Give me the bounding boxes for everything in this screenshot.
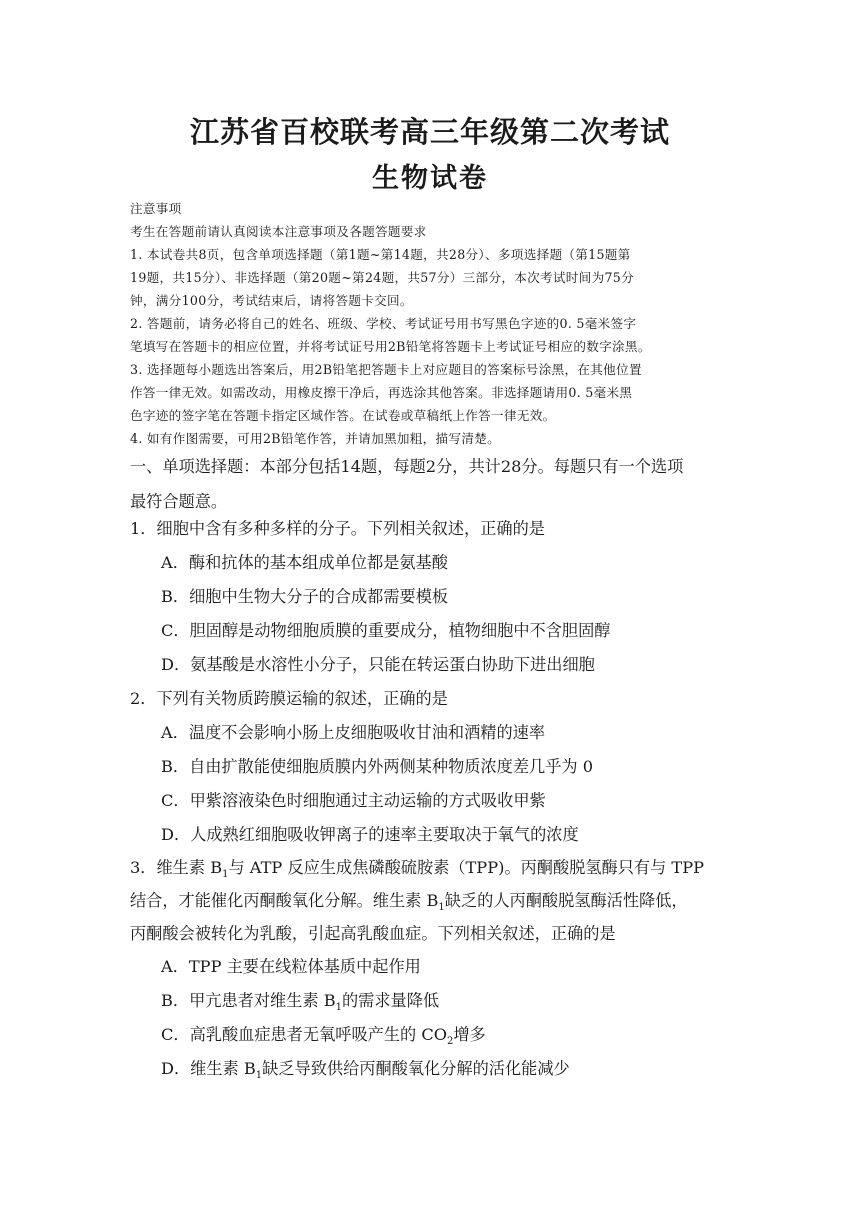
option-b: B．自由扩散能使细胞质膜内外两侧某种物质浓度差几乎为 0 bbox=[161, 757, 594, 776]
option-c: C．胆固醇是动物细胞质膜的重要成分，植物细胞中不含胆固醇 bbox=[161, 621, 611, 640]
notice-line: 作答一律无效。如需改动，用橡皮擦干净后，再选涂其他答案。非选择题请用0. 5毫米黑 bbox=[130, 385, 633, 400]
option-d: D．人成熟红细胞吸收钾离子的速率主要取决于氧气的浓度 bbox=[161, 825, 579, 844]
notice-line: 3. 选择题每小题选出答案后，用2B铅笔把答题卡上对应题目的答案标号涂黑，在其他位置 bbox=[130, 362, 642, 377]
notices-intro: 考生在答题前请认真阅读本注意事项及各题答题要求 bbox=[130, 224, 427, 239]
section-heading-line: 最符合题意。 bbox=[130, 492, 228, 511]
question-stem: 2．下列有关物质跨膜运输的叙述，正确的是 bbox=[130, 689, 448, 708]
option-c: C．甲紫溶液染色时细胞通过主动运输的方式吸收甲紫 bbox=[161, 791, 546, 810]
option-d: D．维生素 $B_1$缺乏导致供给丙酮酸氧化分解的活化能减少 bbox=[161, 1059, 570, 1082]
notice-line: 笔填写在答题卡的相应位置，并将考试证号用2B铅笔将答题卡上考试证号相应的数字涂黑。 bbox=[130, 339, 651, 354]
notice-line: 19题，共15分）、非选择题（第20题~第24题，共57分）三部分，本次考试时间为75分 bbox=[130, 270, 635, 285]
option-b: B．甲亢患者对维生素 $B_1$的需求量降低 bbox=[161, 991, 440, 1014]
notice-line: 1. 本试卷共8页，包含单项选择题（第1题~第14题，共28分）、多项选择题（第15题第 bbox=[130, 247, 631, 262]
question-stem-line: 丙酮酸会被转化为乳酸，引起高乳酸血症。下列相关叙述，正确的是 bbox=[130, 924, 616, 943]
option-a: A．酶和抗体的基本组成单位都是氨基酸 bbox=[161, 553, 448, 572]
question-1 bbox=[130, 512, 750, 682]
exam-title: 江苏省百校联考高三年级第二次考试 bbox=[189, 115, 670, 149]
notices-heading: 注意事项 bbox=[130, 201, 182, 216]
notice-line: 钟，满分100分，考试结束后，请将答题卡交回。 bbox=[130, 293, 413, 308]
option-c: C．高乳酸血症患者无氧呼吸产生的 $CO_2$增多 bbox=[161, 1025, 486, 1048]
notice-line: 2. 答题前，请务必将自己的姓名、班级、学校、考试证号用书写黑色字迹的0. 5毫米签字 bbox=[130, 316, 637, 331]
option-a: A．TPP 主要在线粒体基质中起作用 bbox=[161, 957, 421, 976]
question-stem-line: 3．维生素 $B_1$与 ATP 反应生成焦磷酸硫胺素（TPP)。丙酮酸脱氢酶只有与 TPP bbox=[130, 858, 704, 881]
notice-line: 色字迹的签字笔在答题卡指定区域作答。在试卷或草稿纸上作答一律无效。 bbox=[130, 408, 556, 423]
option-b: B．细胞中生物大分子的合成都需要模板 bbox=[161, 587, 449, 606]
option-d: D．氨基酸是水溶性小分子，只能在转运蛋白协助下进出细胞 bbox=[161, 655, 595, 674]
exam-subtitle: 生物试卷 bbox=[372, 163, 488, 194]
notice-line: 4. 如有作图需要，可用2B铅笔作答，并请加黑加粗，描写清楚。 bbox=[130, 431, 501, 446]
section-heading-line: 一、单项选择题：本部分包括14题，每题2分，共计28分。每题只有一个选项 bbox=[130, 457, 684, 476]
question-3 bbox=[130, 851, 750, 1086]
question-2 bbox=[130, 682, 750, 852]
notices-block bbox=[130, 197, 735, 450]
question-stem-line: 结合，才能催化丙酮酸氧化分解。维生素 $B_1$缺乏的人丙酮酸脱氢酶活性降低， bbox=[130, 891, 688, 914]
question-stem: 1．细胞中含有多种多样的分子。下列相关叙述，正确的是 bbox=[130, 519, 545, 538]
section-heading bbox=[130, 449, 735, 519]
option-a: A．温度不会影响小肠上皮细胞吸收甘油和酒精的速率 bbox=[161, 723, 546, 742]
